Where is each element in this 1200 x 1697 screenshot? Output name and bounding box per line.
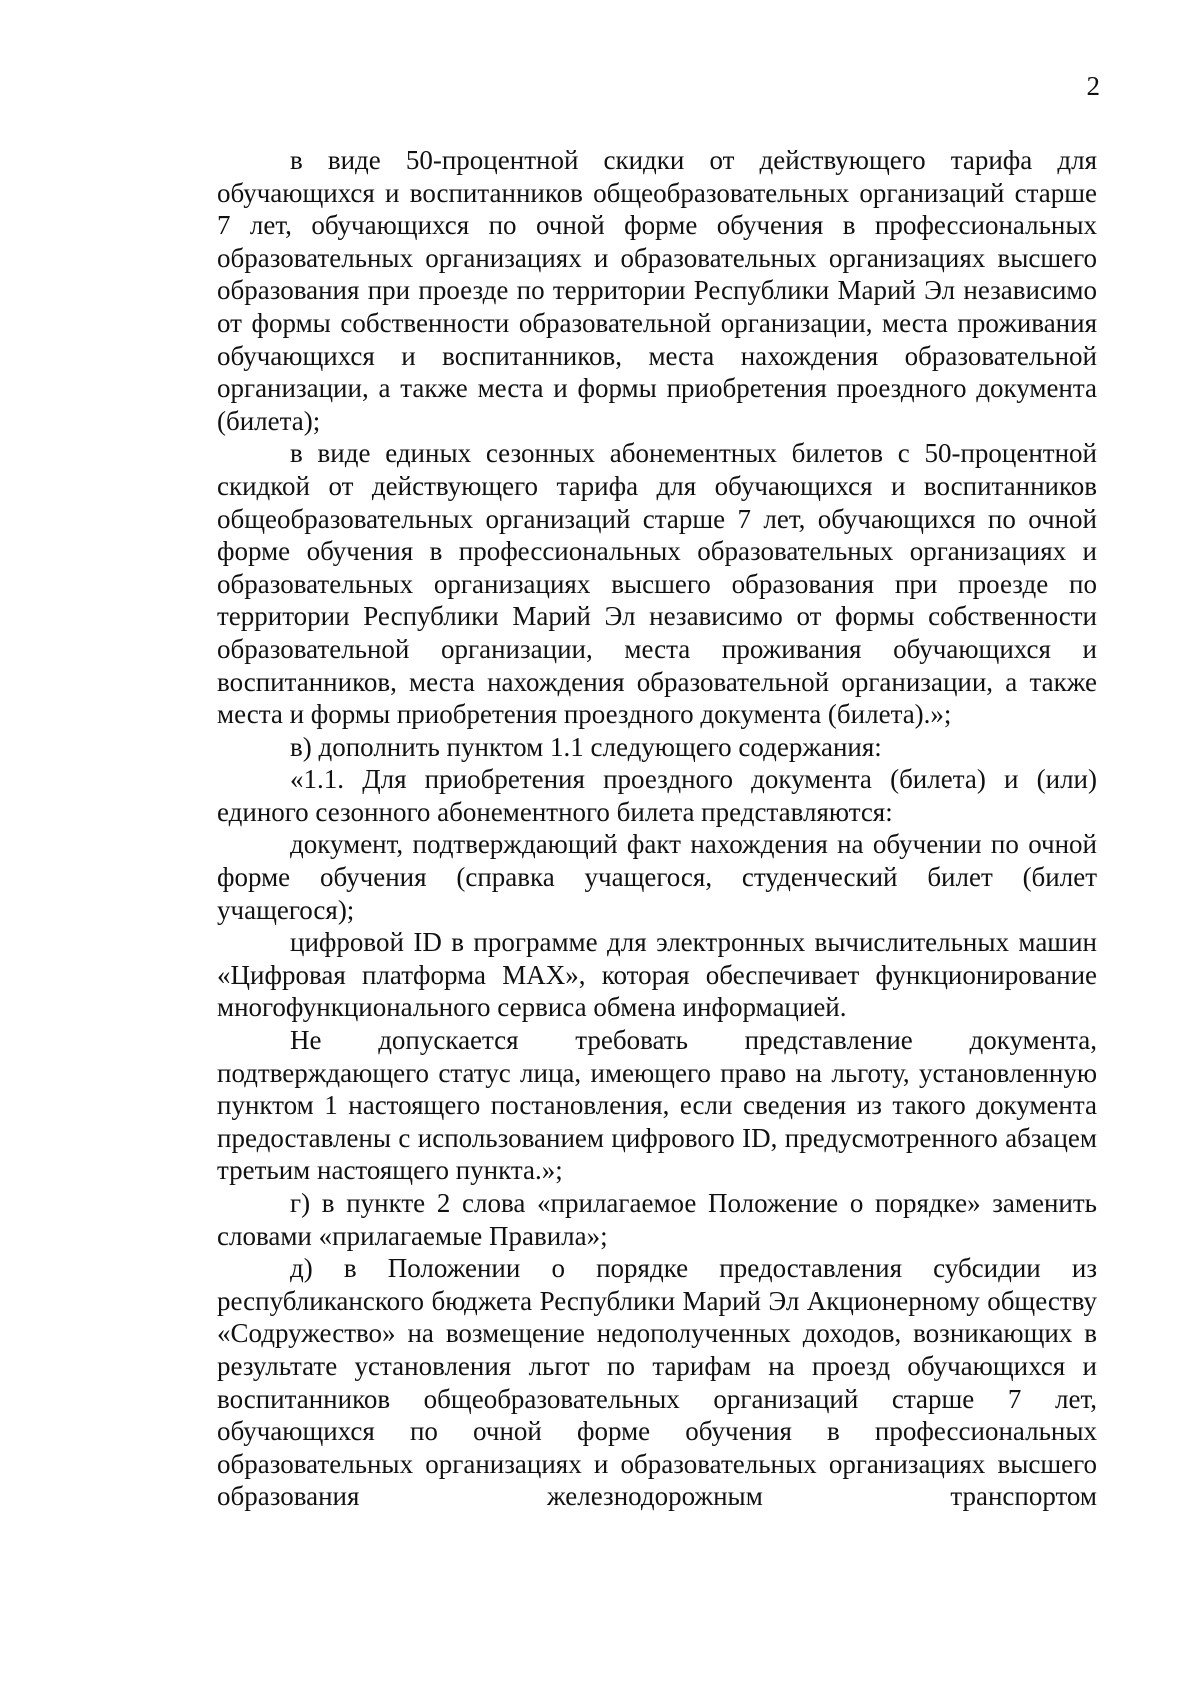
paragraph-digital-id: цифровой ID в программе для электронных вычислительных машин «Цифровая платформа МАХ», которая обеспечивает функционирование многофункционального сервиса обмена информацией. xyxy=(217,927,1097,1023)
document-body xyxy=(217,144,1097,1513)
paragraph-discount-season-ticket: в виде единых сезонных абонементных билетов с 50-процентной скидкой от действующего тарифа для обучающихся и воспитанников общеобразовательных организаций старше 7 лет, обучающихся по очной форме обучения в профессиональных образовательных организациях и образовательных организациях высшего образования при проезде по территории Республики Марий Эл независимо от формы собственности образовательной организации, места проживания обучающихся и воспитанников, места нахождения образовательной организации, а также места и формы приобретения проездного документа (билета).»; xyxy=(217,438,1097,730)
paragraph-amendment-g: г) в пункте 2 слова «прилагаемое Положение о порядке» заменить словами «прилагаемые Правила»; xyxy=(217,1188,1097,1251)
paragraph-clause-1-1: «1.1. Для приобретения проездного документа (билета) и (или) единого сезонного абонементного билета представляются: xyxy=(217,764,1097,827)
page-number: 2 xyxy=(1086,71,1100,101)
paragraph-amendment-d: д) в Положении о порядке предоставления субсидии из республиканского бюджета Республики Марий Эл Акционерному обществу «Содружество» на возмещение недополученных доходов, возникающих в результате установления льгот по тарифам на проезд обучающихся и воспитанников общеобразовательных организаций старше 7 лет, обучающихся по очной форме обучения в профессиональных образовательных организациях и образовательных организациях высшего образования железнодорожным транспортом xyxy=(217,1253,1097,1512)
paragraph-study-document: документ, подтверждающий факт нахождения на обучении по очной форме обучения (справка учащегося, студенческий билет (билет учащегося); xyxy=(217,829,1097,925)
paragraph-discount-single-ticket: в виде 50-процентной скидки от действующего тарифа для обучающихся и воспитанников общеобразовательных организаций старше 7 лет, обучающихся по очной форме обучения в профессиональных образовательных организациях и образовательных организациях высшего образования при проезде по территории Республики Марий Эл независимо от формы собственности образовательной организации, места проживания обучающихся и воспитанников, места нахождения образовательной организации, а также места и формы приобретения проездного документа (билета); xyxy=(217,145,1097,436)
paragraph-amendment-v: в) дополнить пунктом 1.1 следующего содержания: xyxy=(290,731,882,762)
paragraph-not-allowed: Не допускается требовать представление документа, подтверждающего статус лица, имеющего право на льготу, установленную пунктом 1 настоящего постановления, если сведения из такого документа предоставлены с использованием цифрового ID, предусмотренного абзацем третьим настоящего пункта.»; xyxy=(217,1025,1097,1186)
